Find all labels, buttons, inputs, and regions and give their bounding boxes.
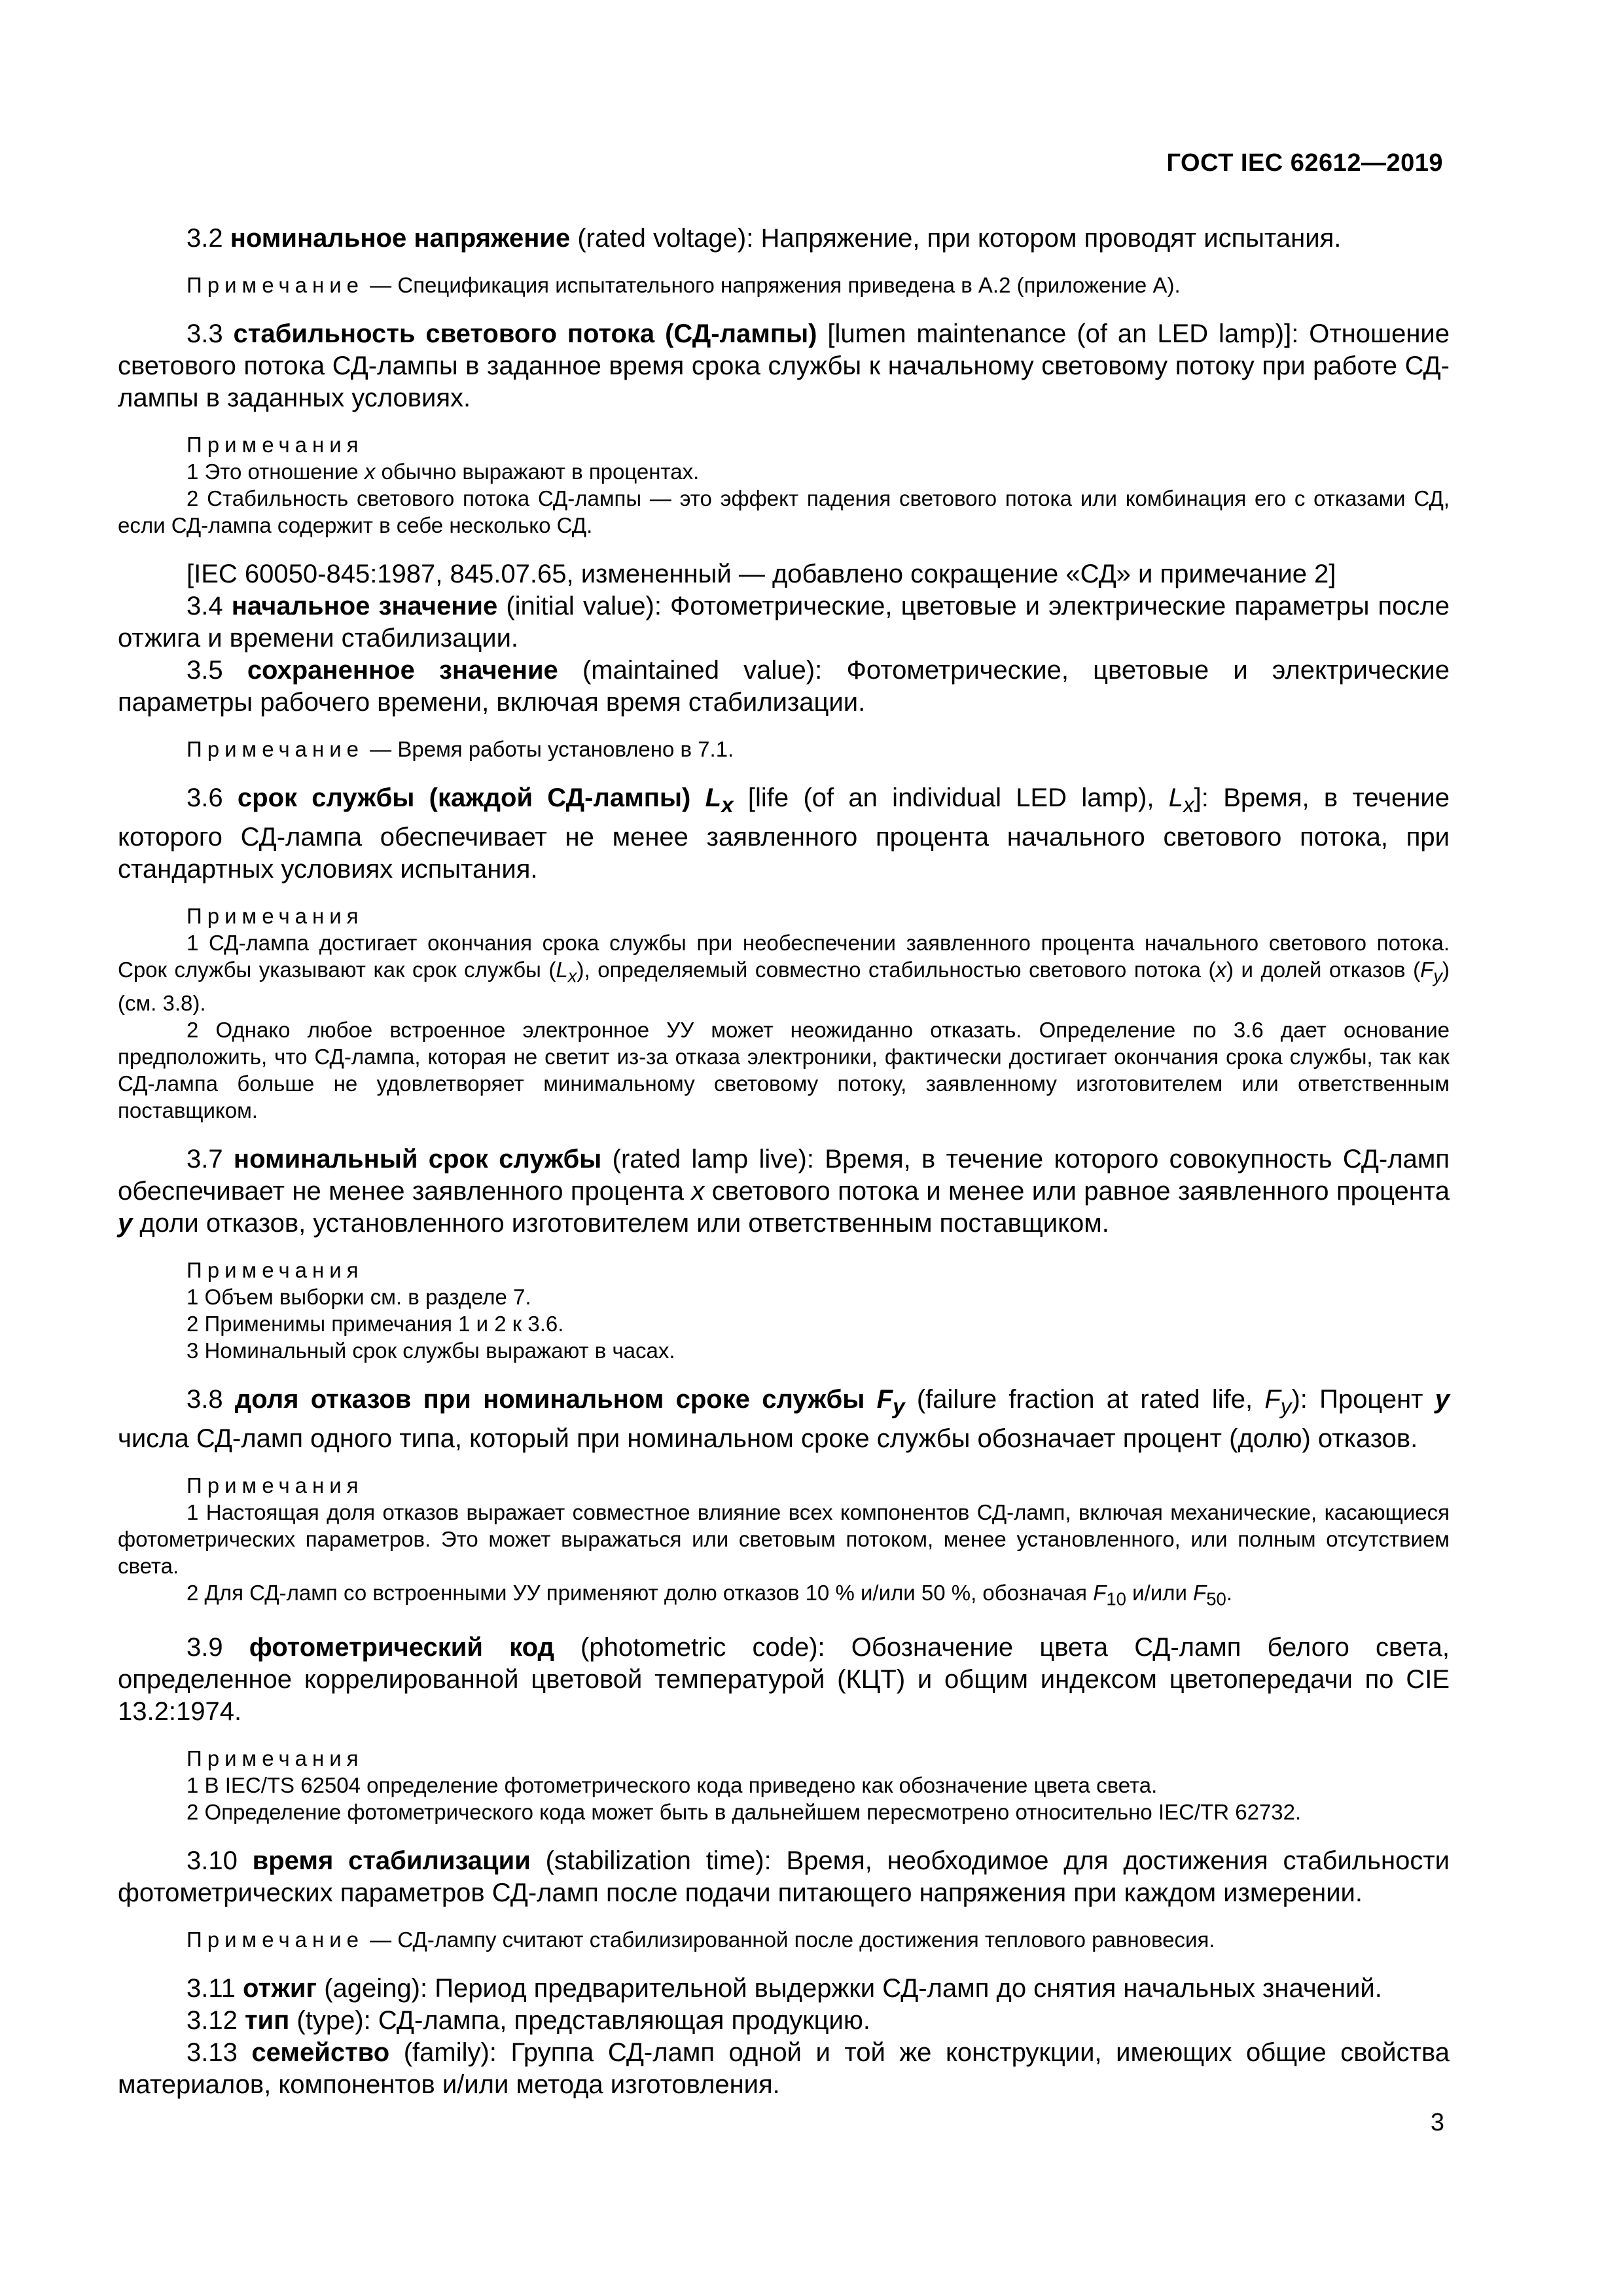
term-3-10-note: Примечание — СД-лампу считают стабилизированной после достижения теплового равновесия. [187, 1928, 1215, 1952]
term-3-3: 3.3 стабильность светового потока (СД-лампы) [lumen maintenance (of an LED lamp)]: Отношение светового потока СД-лампы в заданное время срока службы к начальному световому потоку при работе СД-лампы в заданных условиях. [118, 319, 1450, 412]
term-3-9: 3.9 фотометрический код (photometric code): Обозначение цвета СД-ламп белого света, определенное коррелированной цветовой температурой (КЦТ) и общим индексом цветопередачи по CIE 13.2:1974. [118, 1633, 1450, 1727]
term-3-4-title: начальное значение [231, 592, 498, 620]
term-3-5-title: сохраненное значение [247, 656, 558, 685]
term-3-8-note-2: 2 Для СД-ламп со встроенными УУ применяют долю отказов 10 % и/или 50 %, обозначая $F_{10}$ и/или $F_{50}$. [187, 1580, 1232, 1609]
term-3-3-title: стабильность светового потока (СД-лампы) [233, 319, 817, 348]
term-3-6-note-2: 2 Однако любое встроенное электронное УУ может неожиданно отказать. Определение по 3.6 дает основание предположить, что СД-лампа, которая не светит из-за отказа электроники, фактически достигает окончания срока службы, так как СД-лампа больше не удовлетворяет минимальному световому потоку, заявленному изготовителем или ответственным поставщиком. [118, 1017, 1450, 1122]
term-3-5-note: Примечание — Время работы установлено в 7.1. [187, 737, 734, 761]
term-3-8-note-1: 1 Настоящая доля отказов выражает совместное влияние всех компонентов СД-ламп, включая механические, касающиеся фотометрических параметров. Это может выражаться или световым потоком, менее установленного, или полным отсутствием света. [118, 1499, 1450, 1578]
term-3-12: 3.12 тип (type): СД-лампа, представляющая продукцию. [187, 2006, 871, 2036]
term-3-13-title: семейство [251, 2038, 390, 2068]
notes-heading: Примечания [187, 1473, 364, 1498]
page-number: 3 [1430, 2109, 1444, 2136]
term-3-9-note-2: 2 Определение фотометрического кода может быть в дальнейшем пересмотрено относительно IEC/TR 62732. [187, 1800, 1302, 1825]
document-code-header: ГОСТ IEC 62612—2019 [1166, 149, 1443, 177]
term-3-7-note-2: 2 Применимы примечания 1 и 2 к 3.6. [187, 1311, 564, 1336]
term-3-3-note-1: 1 Это отношение x обычно выражают в процентах. [187, 459, 700, 484]
term-3-2-title: номинальное напряжение [230, 224, 571, 253]
notes-heading: Примечания [187, 433, 364, 457]
term-3-7-note-3: 3 Номинальный срок службы выражают в часах. [187, 1338, 675, 1363]
notes-heading: Примечания [187, 904, 364, 928]
term-3-3-source-reference: [IEC 60050-845:1987, 845.07.65, измененный — добавлено сокращение «СД» и примечание 2] [187, 560, 1336, 588]
notes-heading: Примечания [187, 1746, 364, 1771]
term-3-2: 3.2 номинальное напряжение (rated voltage): Напряжение, при котором проводят испытания. [187, 224, 1342, 253]
note-label: Примечание [187, 1928, 365, 1952]
term-3-13: 3.13 семейство (family): Группа СД-ламп одной и той же конструкции, имеющих общие свойства материалов, компонентов и/или метода изготовления. [118, 2038, 1450, 2100]
term-3-11: 3.11 отжиг (ageing): Период предварительной выдержки СД-ламп до снятия начальных значений. [187, 1974, 1382, 2003]
note-label: Примечание [187, 737, 365, 761]
term-3-9-note-1: 1 В IEC/TS 62504 определение фотометрического кода приведено как обозначение цвета света. [187, 1773, 1158, 1798]
term-3-10-title: время стабилизации [252, 1846, 531, 1876]
term-3-12-title: тип [244, 2006, 290, 2036]
term-3-6-note-1: 1 СД-лампа достигает окончания срока службы при необеспечении заявленного процента начального светового потока. Срок службы указывают как срок службы $(L_x)$, определяемый совместно стабильностью светового потока (x) и долей отказов $(F_y)$ (см. 3.8). [118, 931, 1450, 1015]
term-3-11-title: отжиг [243, 1974, 317, 2003]
term-3-3-note-2: 2 Стабильность светового потока СД-лампы — это эффект падения светового потока или комбинация его с отказами СД, если СД-лампа содержит в себе несколько СД. [118, 486, 1450, 537]
term-3-6-title: срок службы (каждой СД-лампы) [237, 783, 691, 812]
term-3-8: 3.8 доля отказов при номинальном сроке службы $F_y$ (failure fraction at rated life, $F_y$): Процент y числа СД-ламп одного типа, который при номинальном сроке службы обозначает процент (долю) отказов. [118, 1384, 1450, 1453]
term-3-6: 3.6 срок службы (каждой СД-лампы) $L_x$ [life (of an individual LED lamp), $L_x$]: Время, в течение которого СД-лампа обеспечивает не менее заявленного процента начального светового потока, при стандартных условиях испытания. [118, 783, 1450, 884]
note-label: Примечание [187, 273, 365, 297]
term-3-8-title: доля отказов при номинальном сроке службы [234, 1384, 865, 1414]
term-3-9-title: фотометрический код [249, 1633, 554, 1662]
term-3-2-note: Примечание — Спецификация испытательного напряжения приведена в А.2 (приложение А). [187, 273, 1181, 297]
term-3-10: 3.10 время стабилизации (stabilization time): Время, необходимое для достижения стабильности фотометрических параметров СД-ламп после подачи питающего напряжения при каждом измерении. [118, 1846, 1450, 1908]
term-3-5: 3.5 сохраненное значение (maintained value): Фотометрические, цветовые и электрические параметры рабочего времени, включая время стабилизации. [118, 656, 1450, 717]
notes-heading: Примечания [187, 1257, 364, 1282]
terms-section [118, 223, 1450, 2101]
term-3-7-note-1: 1 Объем выборки см. в разделе 7. [187, 1284, 531, 1309]
term-3-7-title: номинальный срок службы [233, 1144, 602, 1174]
term-3-7: 3.7 номинальный срок службы (rated lamp live): Время, в течение которого совокупность СД-ламп обеспечивает не менее заявленного процента x светового потока и менее или равное заявленного процента y доли отказов, установленного изготовителем или ответственным поставщиком. [118, 1144, 1450, 1238]
term-3-4: 3.4 начальное значение (initial value): Фотометрические, цветовые и электрические параметры после отжига и времени стабилизации. [118, 592, 1450, 653]
